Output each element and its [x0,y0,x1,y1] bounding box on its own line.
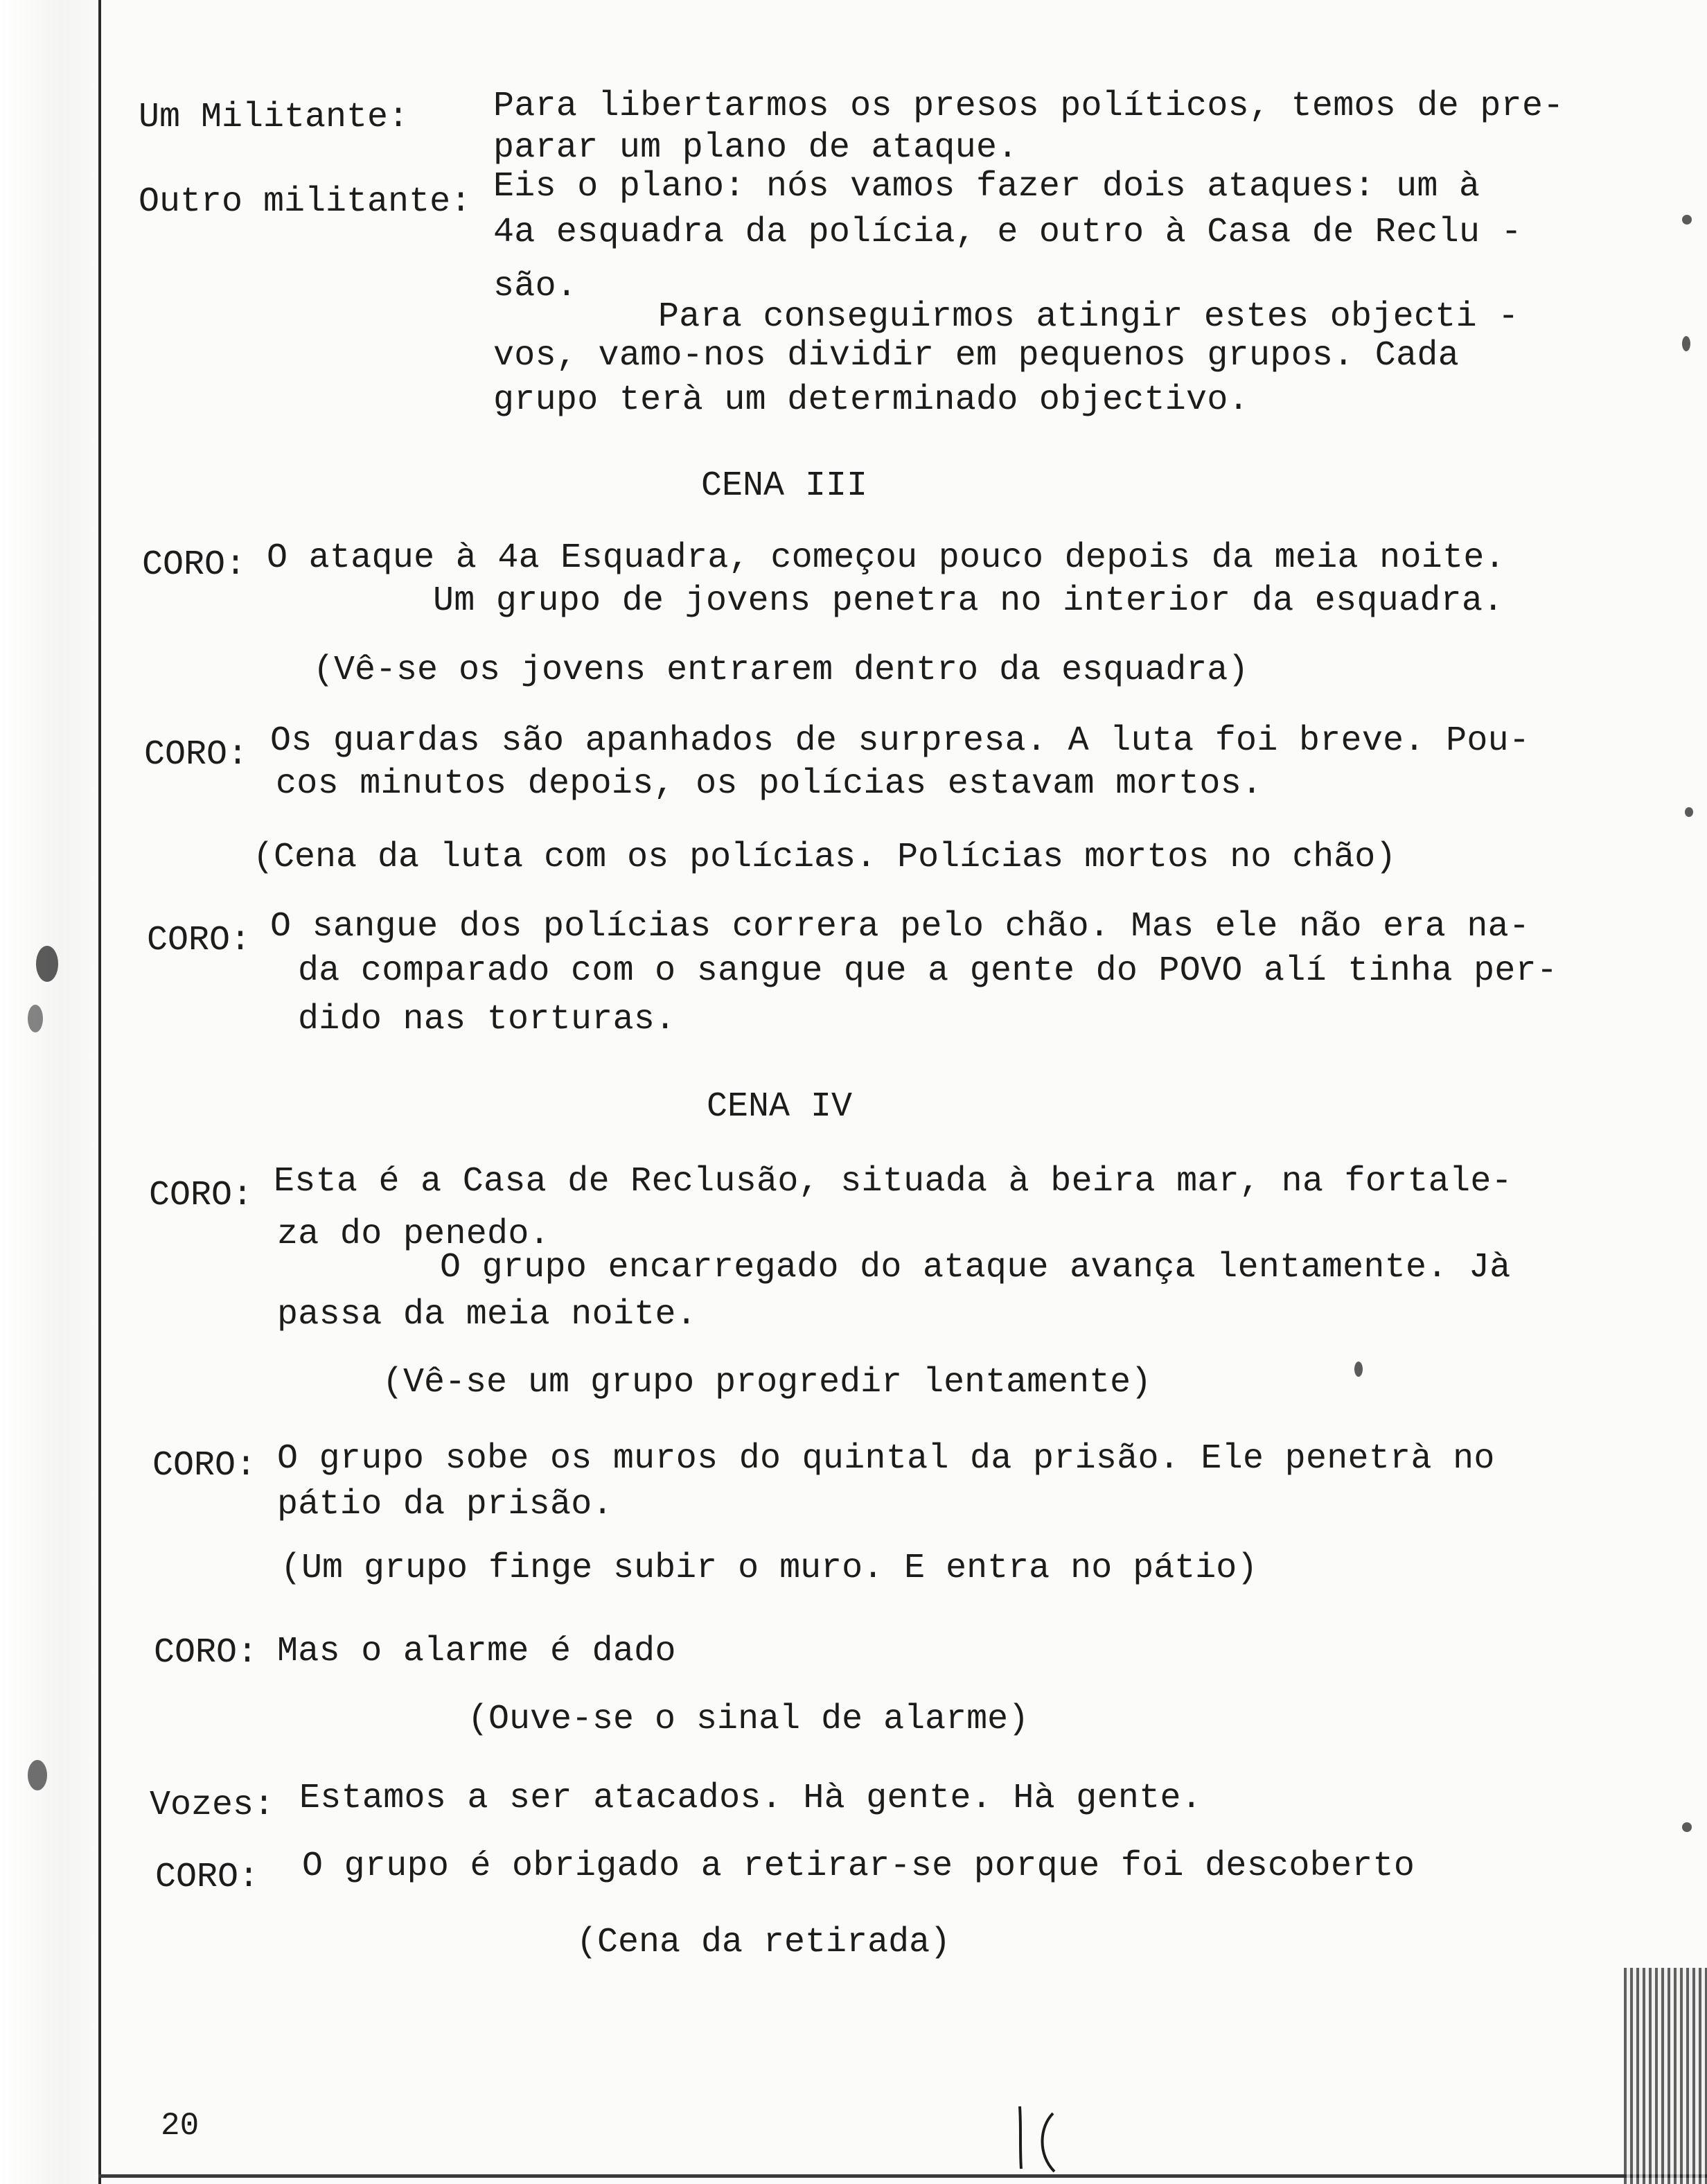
speaker-coro: CORO: [142,545,247,585]
speaker-coro: CORO: [144,735,249,775]
stage-direction: (Vê-se os jovens entrarem dentro da esquadra) [313,651,1249,690]
dialogue-line: Para libertarmos os presos políticos, temos de pre- [493,87,1564,126]
dialogue-line: Para conseguirmos atingir estes objecti - [658,297,1519,337]
dialogue-line: Os guardas são apanhados de surpresa. A luta foi breve. Pou- [270,721,1530,761]
ink-smudge [1685,807,1693,817]
speaker-vozes: Vozes: [150,1786,275,1825]
dialogue-line: O grupo sobe os muros do quintal da prisão. Ele penetrà no [277,1439,1495,1479]
dialogue-line: grupo terà um determinado objectivo. [493,380,1249,420]
dialogue-line: za do penedo. [277,1215,550,1254]
page-number: 20 [161,2108,200,2144]
dialogue-line: O grupo encarregado do ataque avança lentamente. Jà [440,1248,1511,1287]
dialogue-line: cos minutos depois, os polícias estavam mortos. [276,764,1263,804]
dialogue-line: Estamos a ser atacados. Hà gente. Hà gente. [299,1779,1203,1818]
dialogue-line: da comparado com o sangue que a gente do POVO alí tinha per- [298,951,1558,991]
stage-direction: (Cena da retirada) [576,1923,951,1962]
speaker-outro-militante: Outro militante: [139,182,472,222]
speaker-coro: CORO: [149,1176,254,1215]
ink-smudge [1682,336,1690,351]
handwritten-mark [1005,2099,1088,2176]
dialogue-line: O grupo é obrigado a retirar-se porque foi descoberto [302,1847,1415,1886]
dialogue-line: Eis o plano: nós vamos fazer dois ataques: um à [493,167,1480,206]
dialogue-line: O ataque à 4a Esquadra, começou pouco depois da meia noite. [267,538,1505,578]
ink-smudge [28,1005,43,1032]
page-fold-line [98,0,101,2184]
stage-direction: (Ouve-se o sinal de alarme) [468,1700,1029,1739]
ink-smudge [1682,215,1692,224]
bottom-page-edge [98,2174,1707,2178]
speaker-um-militante: Um Militante: [139,98,409,137]
speaker-coro: CORO: [147,921,251,960]
stacked-pages-edge [1624,1968,1707,2184]
binding-margin [0,0,103,2184]
ink-smudge [1682,1822,1692,1832]
dialogue-line: pátio da prisão. [277,1485,613,1524]
ink-smudge [1354,1362,1363,1377]
scene-heading-cena-iv: CENA IV [707,1087,853,1127]
scene-heading-cena-iii: CENA III [701,466,868,506]
dialogue-line: Esta é a Casa de Reclusão, situada à beira mar, na fortale- [274,1162,1512,1201]
speaker-coro: CORO: [152,1446,257,1486]
dialogue-line: são. [493,267,578,306]
stage-direction: (Cena da luta com os polícias. Polícias mortos no chão) [253,838,1397,877]
speaker-coro: CORO: [154,1633,258,1673]
ink-smudge [36,946,58,982]
dialogue-line: 4a esquadra da polícia, e outro à Casa de Reclu - [493,213,1522,252]
dialogue-line: O sangue dos polícias correra pelo chão. Mas ele não era na- [270,907,1530,946]
dialogue-line: Mas o alarme é dado [277,1632,676,1671]
dialogue-line: Um grupo de jovens penetra no interior da esquadra. [433,581,1504,621]
dialogue-line: passa da meia noite. [277,1295,698,1335]
dialogue-line: parar um plano de ataque. [493,128,1018,168]
stage-direction: (Vê-se um grupo progredir lentamente) [382,1363,1152,1402]
dialogue-line: dido nas torturas. [298,1000,676,1039]
ink-smudge [28,1760,47,1790]
stage-direction: (Um grupo finge subir o muro. E entra no pátio) [281,1549,1258,1588]
dialogue-line: vos, vamo-nos dividir em pequenos grupos. Cada [493,336,1460,376]
speaker-coro: CORO: [155,1858,260,1897]
